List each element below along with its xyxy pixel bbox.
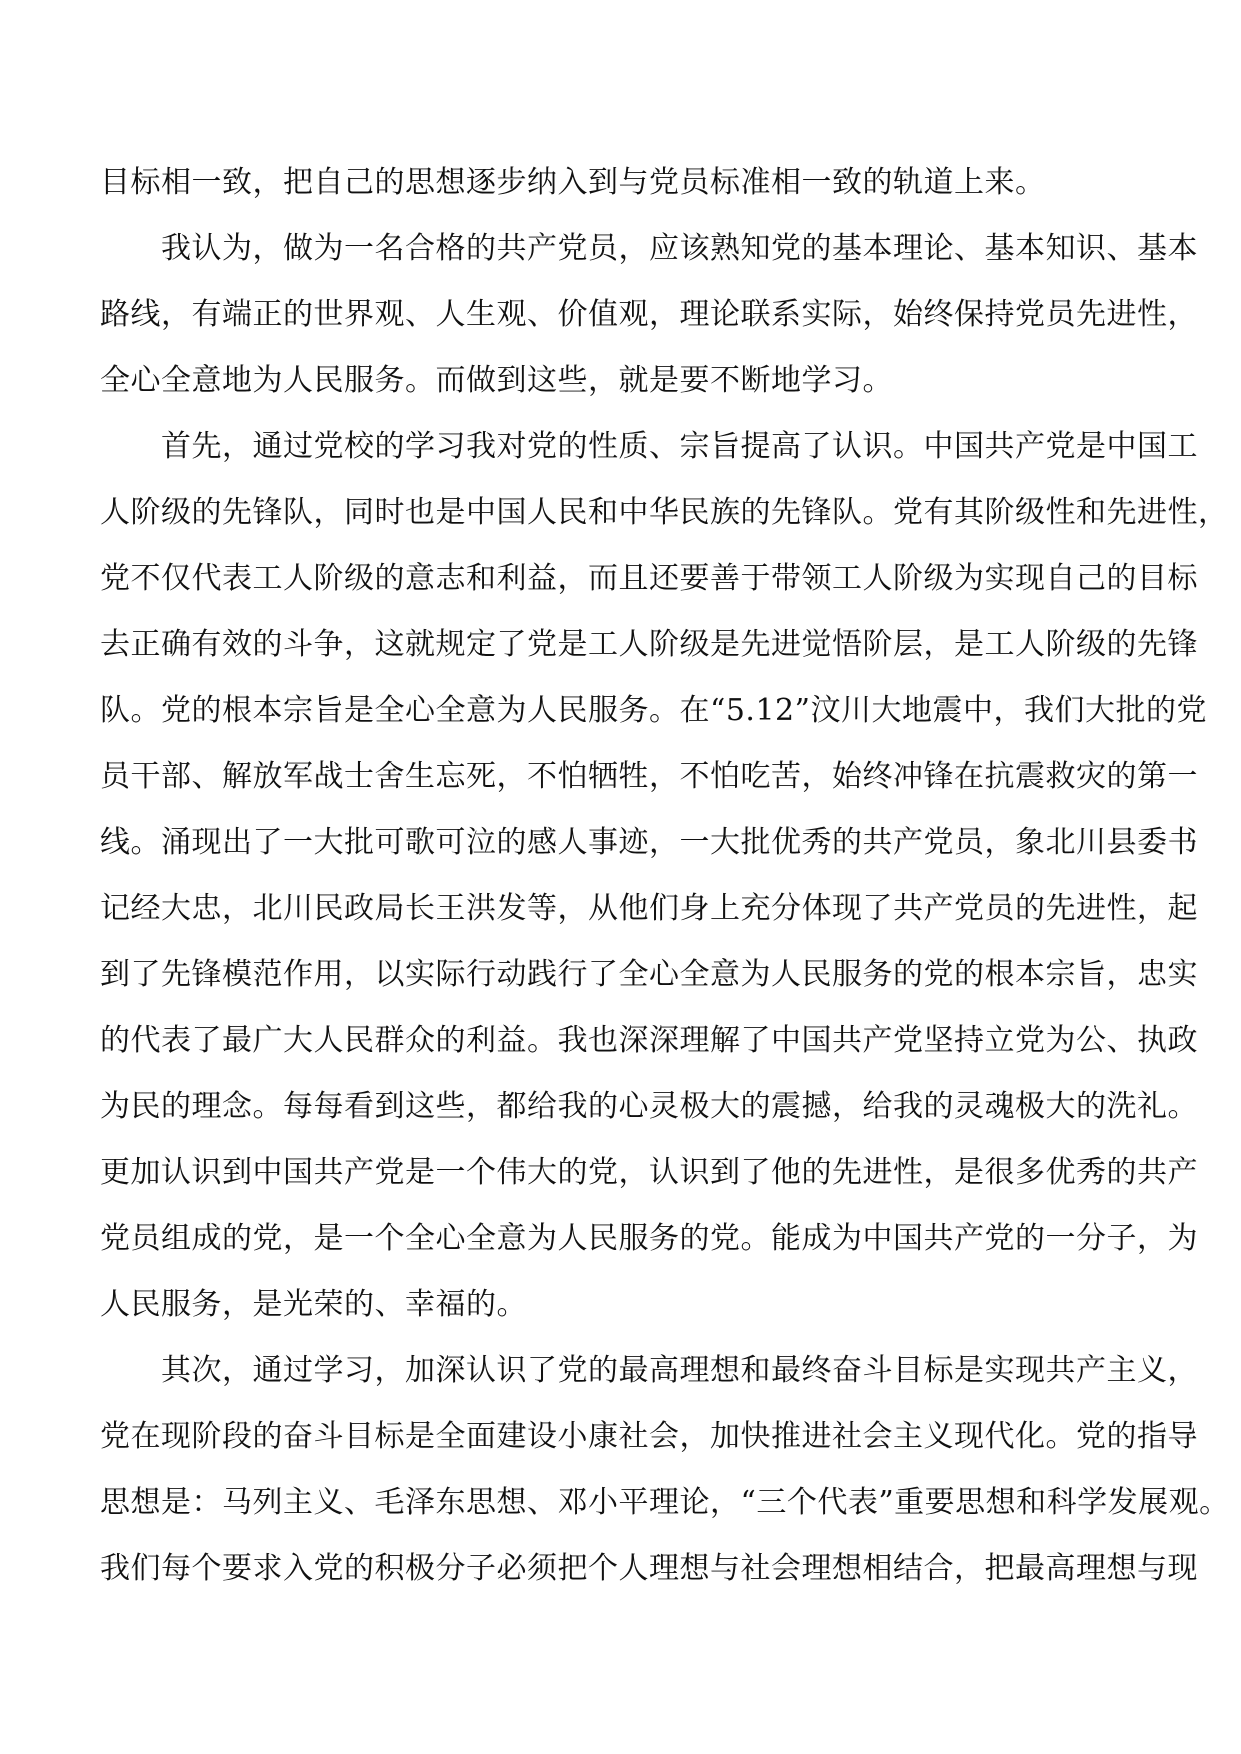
text-line: 全心全意地为人民服务。而做到这些，就是要不断地学习。 (100, 363, 893, 398)
text-line: 人民服务，是光荣的、幸福的。 (100, 1287, 527, 1322)
text-line: 员干部、解放军战士舍生忘死，不怕牺牲，不怕吃苦，始终冲锋在抗震救灾的第一 (100, 759, 1198, 794)
text-line: 的代表了最广大人民群众的利益。我也深深理解了中国共产党坚持立党为公、执政 (100, 1023, 1198, 1058)
text-line: 思想是：马列主义、毛泽东思想、邓小平理论，“三个代表”重要思想和科学发展观。 (100, 1485, 1230, 1520)
text-line: 我们每个要求入党的积极分子必须把个人理想与社会理想相结合，把最高理想与现 (100, 1551, 1198, 1586)
text-line: 人阶级的先锋队，同时也是中国人民和中华民族的先锋队。党有其阶级性和先进性， (100, 495, 1229, 530)
text-line: 首先，通过党校的学习我对党的性质、宗旨提高了认识。中国共产党是中国工 (100, 429, 1198, 464)
body-text (100, 158, 1230, 1610)
text-line: 为民的理念。每每看到这些，都给我的心灵极大的震撼，给我的灵魂极大的洗礼。 (100, 1089, 1198, 1124)
text-line: 我认为，做为一名合格的共产党员，应该熟知党的基本理论、基本知识、基本 (100, 231, 1198, 266)
text-line: 路线，有端正的世界观、人生观、价值观，理论联系实际，始终保持党员先进性， (100, 297, 1198, 332)
text-line: 队。党的根本宗旨是全心全意为人民服务。在“5.12”汶川大地震中，我们大批的党 (100, 693, 1207, 728)
text-line: 其次，通过学习，加深认识了党的最高理想和最终奋斗目标是实现共产主义， (100, 1353, 1198, 1388)
text-line: 党员组成的党，是一个全心全意为人民服务的党。能成为中国共产党的一分子，为 (100, 1221, 1198, 1256)
text-line: 党在现阶段的奋斗目标是全面建设小康社会，加快推进社会主义现代化。党的指导 (100, 1419, 1198, 1454)
text-line: 目标相一致，把自己的思想逐步纳入到与党员标准相一致的轨道上来。 (100, 165, 1046, 200)
text-line: 线。涌现出了一大批可歌可泣的感人事迹，一大批优秀的共产党员，象北川县委书 (100, 825, 1198, 860)
text-line: 记经大忠，北川民政局长王洪发等，从他们身上充分体现了共产党员的先进性，起 (100, 891, 1198, 926)
text-line: 更加认识到中国共产党是一个伟大的党，认识到了他的先进性，是很多优秀的共产 (100, 1155, 1198, 1190)
text-line: 党不仅代表工人阶级的意志和利益，而且还要善于带领工人阶级为实现自己的目标 (100, 561, 1198, 596)
text-line: 去正确有效的斗争，这就规定了党是工人阶级是先进觉悟阶层，是工人阶级的先锋 (100, 627, 1198, 662)
text-line: 到了先锋模范作用，以实际行动践行了全心全意为人民服务的党的根本宗旨，忠实 (100, 957, 1198, 992)
